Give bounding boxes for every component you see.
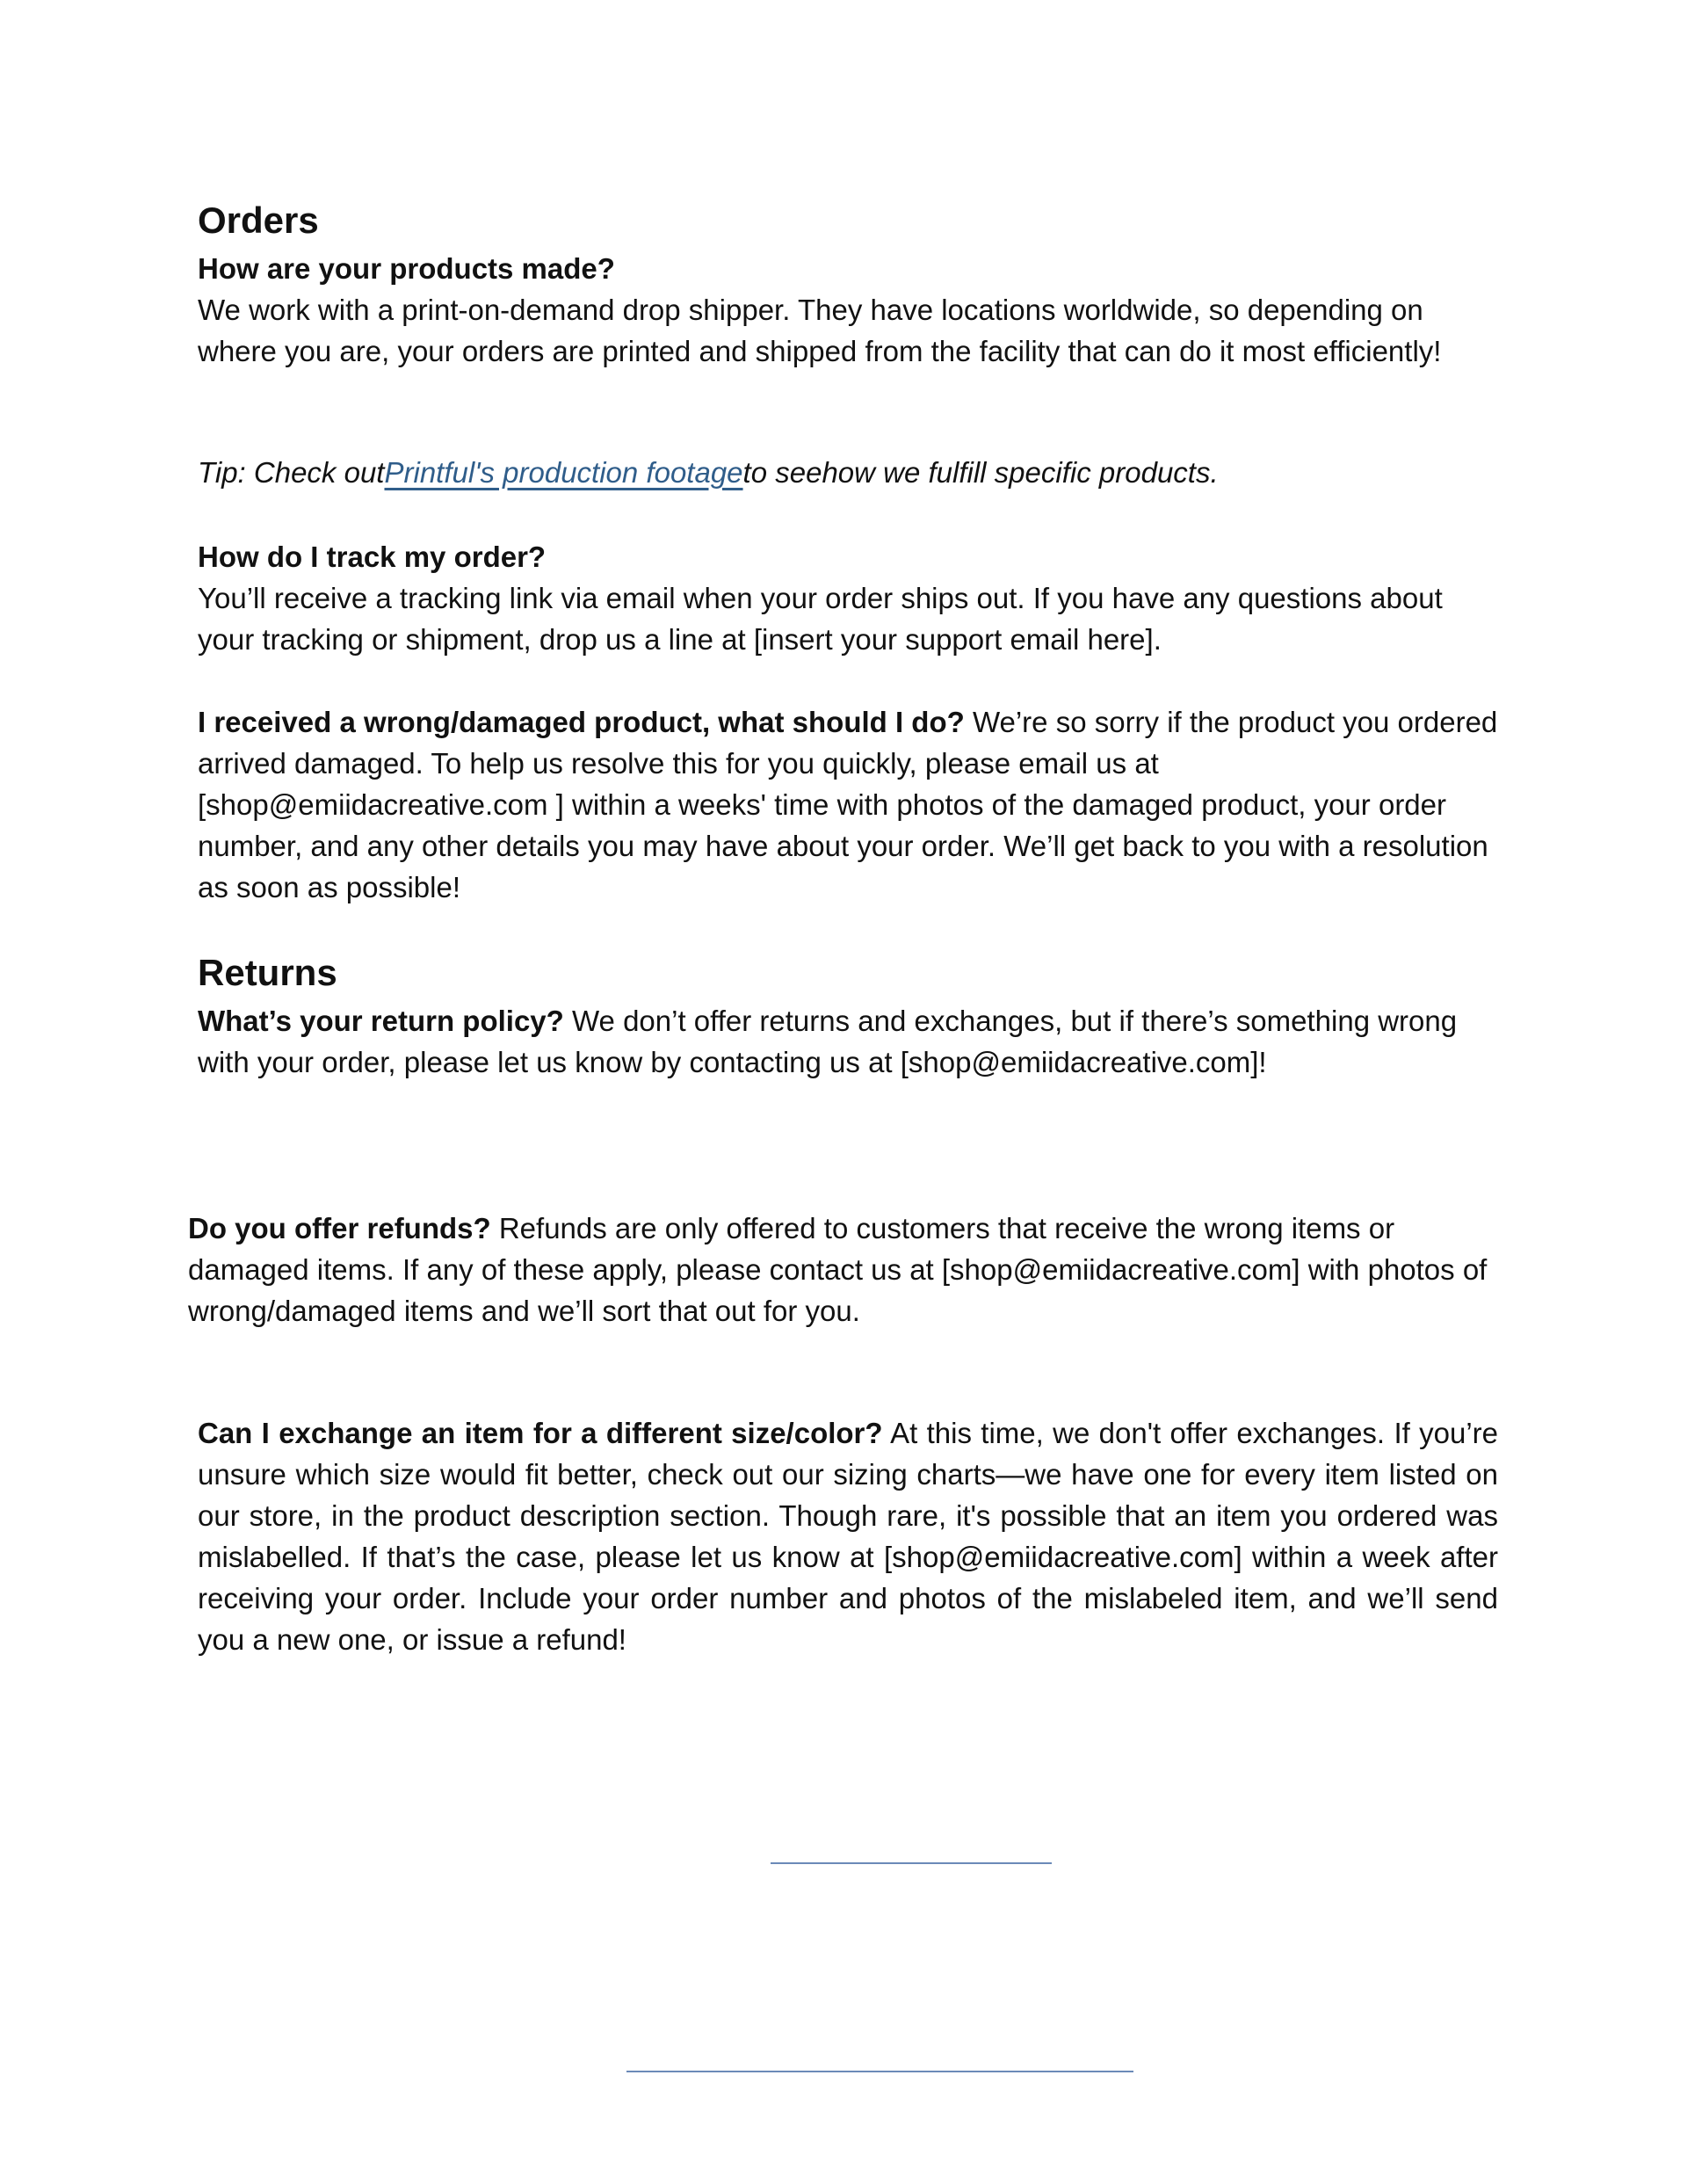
faq-track-order bbox=[198, 536, 1507, 660]
damaged-paragraph bbox=[198, 701, 1507, 908]
refunds-paragraph bbox=[188, 1208, 1506, 1331]
answer-exchange: At this time, we don't offer exchanges. If you’re unsure which size would fit better, check out our sizing charts—we have one for every item listed on our store, in the product description section. Though rare, it's possible that an item you ordered was mislabelled. If that’s the case, please let us know at [shop@emiidacreative.com] within a week after receiving your order. Include your order number and photos of the mislabeled item, and we’ll send you a new one, or issue a refund! bbox=[198, 1417, 1498, 1656]
tip-prefix: Tip: Check out bbox=[198, 456, 385, 489]
answer-track-order: You’ll receive a tracking link via email when your order ships out. If you have any questions about your tracking or shipment, drop us a line at [insert your support email here]. bbox=[198, 582, 1443, 656]
link-underline-rule-2 bbox=[626, 2071, 1133, 2072]
exchange-paragraph bbox=[198, 1412, 1498, 1660]
faq-return-policy bbox=[198, 1000, 1507, 1083]
faq-how-made bbox=[198, 248, 1507, 372]
question-refunds: Do you offer refunds? bbox=[188, 1212, 491, 1244]
link-underline-rule bbox=[771, 1862, 1052, 1864]
tip-suffix: to seehow we fulfill specific products. bbox=[742, 456, 1219, 489]
answer-refunds: Refunds are only offered to customers that receive the wrong items or damaged items. If any of these apply, please contact us at [shop@emiidacreative.com] with photos of wrong/damaged items and we’ll sort that out for you. bbox=[188, 1212, 1488, 1327]
answer-return-policy: We don’t offer returns and exchanges, but if there’s something wrong with your order, please let us know by contacting us at [shop@emiidacreative.com]! bbox=[198, 1005, 1458, 1078]
question-track-order: How do I track my order? bbox=[198, 541, 547, 573]
question-exchange: Can I exchange an item for a different size/color? bbox=[198, 1417, 883, 1449]
printful-footage-link[interactable]: Printful's production footage bbox=[384, 456, 743, 489]
faq-exchange bbox=[198, 1412, 1498, 1660]
return-policy-paragraph bbox=[198, 1000, 1507, 1083]
faq-refunds bbox=[188, 1208, 1506, 1331]
returns-heading: Returns bbox=[198, 952, 337, 993]
question-how-made: How are your products made? bbox=[198, 252, 615, 285]
tip-paragraph bbox=[198, 452, 1507, 493]
faq-damaged-product bbox=[198, 701, 1507, 908]
answer-damaged: We’re so sorry if the product you ordered arrived damaged. To help us resolve this for you quickly, please email us at [shop@emiidacreative.com ] within a weeks' time with photos of the damaged product, your order number, and any other details you may have about your order. We’ll get back to you with a resolution as soon as possible! bbox=[198, 706, 1498, 903]
question-damaged: I received a wrong/damaged product, what should I do? bbox=[198, 706, 965, 738]
answer-how-made: We work with a print-on-demand drop shipper. They have locations worldwide, so depending on where you are, your orders are printed and shipped from the facility that can do it most efficiently! bbox=[198, 294, 1442, 367]
question-return-policy: What’s your return policy? bbox=[198, 1005, 564, 1037]
orders-heading: Orders bbox=[198, 200, 319, 241]
